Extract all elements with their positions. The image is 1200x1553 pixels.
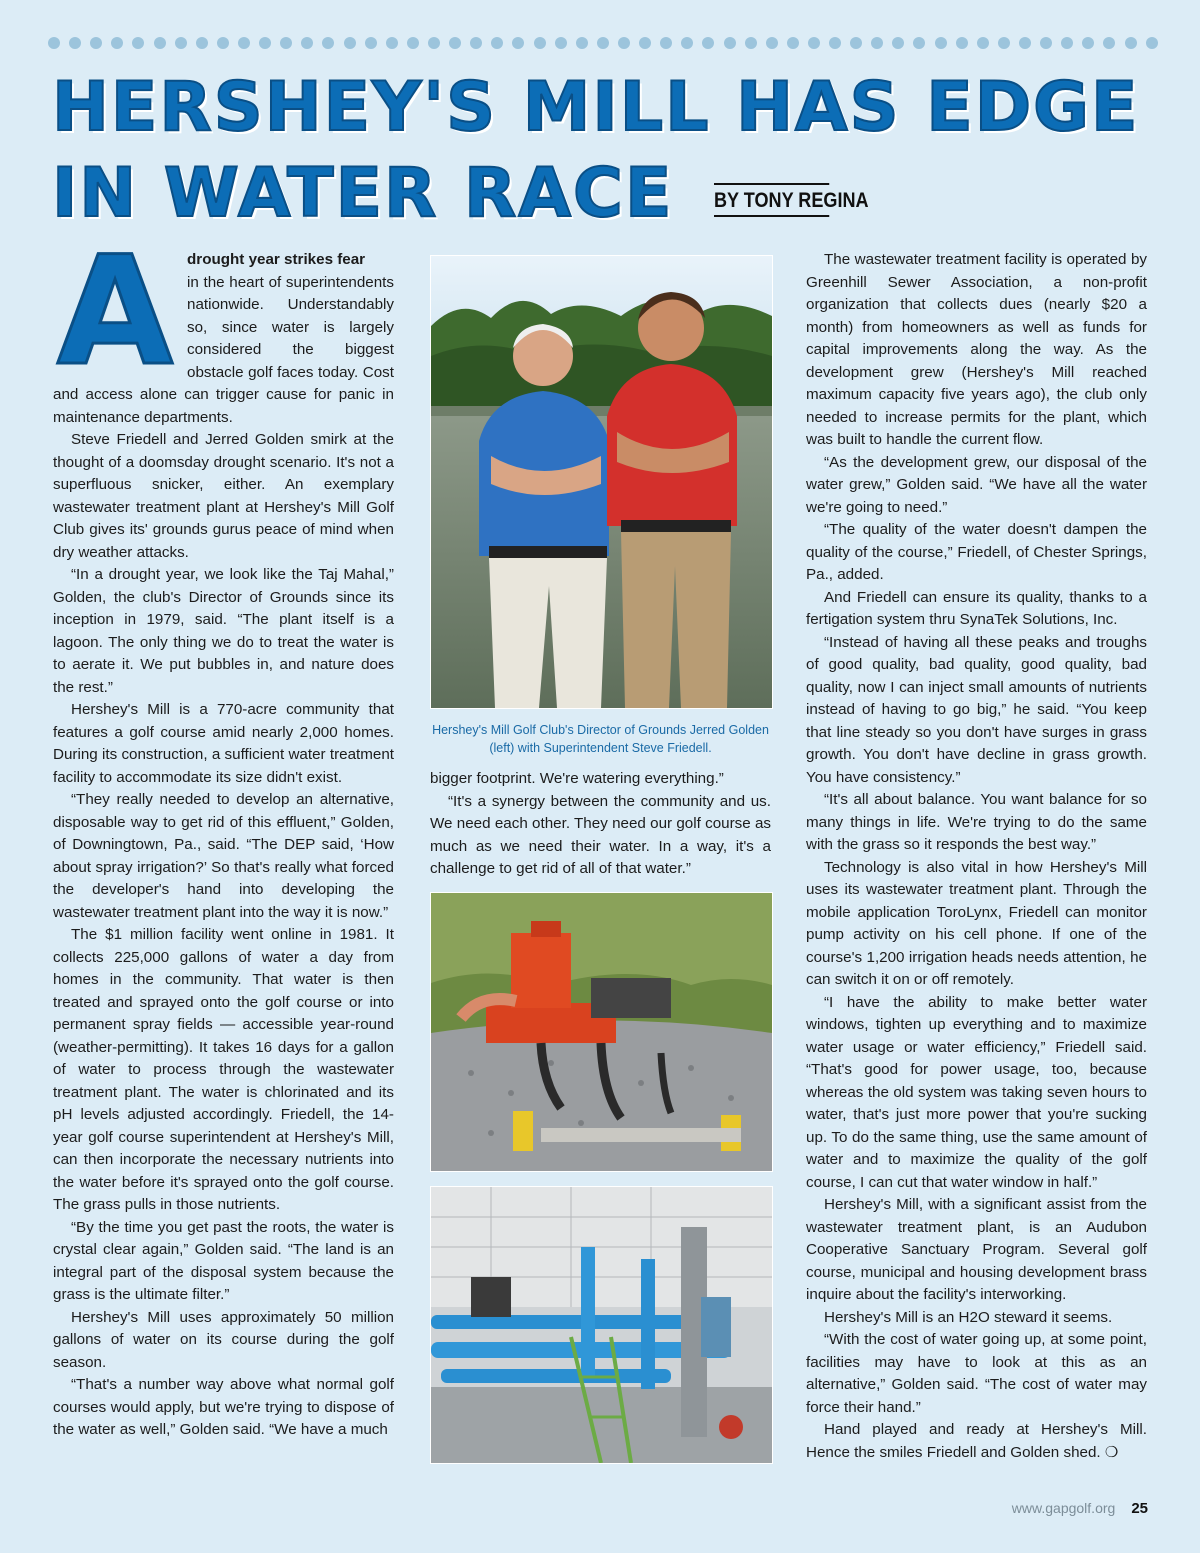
decorative-dot — [280, 37, 292, 49]
paragraph: “Instead of having all these peaks and troughs of good quality, bad quality, good quality, bad quality, now I can inject small amounts of nutrients instead of having to go big,” he said. “You keep that line steady so you don't have surges in grass growth. You don't have decline in grass growth. You have consistency.” — [806, 633, 1147, 786]
paragraph: “As the development grew, our disposal of the water grew,” Golden said. “We have all the water we're going to need.” — [806, 453, 1147, 516]
decorative-dot — [1146, 37, 1158, 49]
decorative-dot — [576, 37, 588, 49]
paragraph: The $1 million facility went online in 1981. It collects 225,000 gallons of water a day from homes in the community. That water is then treated and sprayed onto the golf course or into permanent spray fields — accessible year-round (weather-permitting). It takes 16 days for a gallon of water to process through the wastewater treatment plant. The water is chlorinated and its pH levels adjusted accordingly. Friedell, the 14-year golf course superintendent at Hershey's Mill, can then incorporate the necessary nutrients into the water before it's sprayed onto the golf course. The grass pulls in those nutrients. — [53, 926, 394, 1213]
decorative-dot — [808, 37, 820, 49]
decorative-dot-row — [48, 37, 1158, 51]
decorative-dot — [470, 37, 482, 49]
decorative-dot — [217, 37, 229, 49]
decorative-dot — [977, 37, 989, 49]
decorative-dot — [154, 37, 166, 49]
decorative-dot — [639, 37, 651, 49]
decorative-dot — [132, 37, 144, 49]
decorative-dot — [534, 37, 546, 49]
decorative-dot — [90, 37, 102, 49]
headline-line-1: HERSHEY'S MILL HAS EDGE — [52, 68, 1140, 147]
drop-cap-letter: A — [56, 251, 174, 375]
decorative-dot — [829, 37, 841, 49]
decorative-dot — [344, 37, 356, 49]
decorative-dot — [491, 37, 503, 49]
decorative-dot — [386, 37, 398, 49]
paragraph: Hand played and ready at Hershey's Mill. Hence the smiles Friedell and Golden shed. ❍ — [806, 1421, 1147, 1461]
decorative-dot — [175, 37, 187, 49]
paragraph: “By the time you get past the roots, the water is crystal clear again,” Golden said. “The land is an integral part of the disposal system because the grass is the ultimate filter.” — [53, 1218, 394, 1303]
paragraph: “It's all about balance. You want balance for so many things in life. We're trying to do the same with the grass so it responds the best way.” — [806, 791, 1147, 853]
decorative-dot — [238, 37, 250, 49]
paragraph: “That's a number way above what normal golf courses would apply, but we're trying to dispose of the water as well,” Golden said. “We have a much — [53, 1376, 394, 1438]
paragraph: Hershey's Mill is an H2O steward it seems. — [824, 1308, 1113, 1326]
decorative-dot — [1103, 37, 1115, 49]
decorative-dot — [407, 37, 419, 49]
decorative-dot — [428, 37, 440, 49]
photo-caption: Hershey's Mill Golf Club's Director of Grounds Jerred Golden (left) with Superintendent Steve Friedell. — [432, 723, 769, 755]
decorative-dot — [787, 37, 799, 49]
decorative-dot — [998, 37, 1010, 49]
column-2-text — [430, 768, 771, 881]
page-number: 25 — [1131, 1500, 1148, 1517]
decorative-dot — [69, 37, 81, 49]
footer-url: www.gapgolf.org — [1011, 1500, 1116, 1516]
photo-golden-and-friedell — [430, 255, 773, 709]
article-column-2 — [430, 768, 771, 881]
decorative-dot — [850, 37, 862, 49]
decorative-dot — [259, 37, 271, 49]
paragraph: “The quality of the water doesn't dampen the quality of the course,” Friedell, of Chester Springs, Pa., added. — [806, 521, 1147, 583]
decorative-dot — [597, 37, 609, 49]
paragraph: Technology is also vital in how Hershey's Mill uses its wastewater treatment plant. Through the mobile application ToroLynx, Friedell can monitor pump activity on his cell phone. If one of the course's 1,200 irrigation heads needs attention, he can switch it on or off remotely. — [806, 858, 1147, 988]
decorative-dot — [660, 37, 672, 49]
decorative-dot — [871, 37, 883, 49]
decorative-dot — [111, 37, 123, 49]
decorative-dot — [1125, 37, 1137, 49]
decorative-dot — [1019, 37, 1031, 49]
decorative-dot — [196, 37, 208, 49]
decorative-dot — [913, 37, 925, 49]
paragraph: “In a drought year, we look like the Taj Mahal,” Golden, the club's Director of Grounds since its inception in 1979, said. “The plant itself is a lagoon. The only thing we do to treat the water is to aerate it. We put bubbles in, and nature does the rest.” — [53, 566, 394, 696]
paragraph: Steve Friedell and Jerred Golden smirk at the thought of a doomsday drought scenario. It's not a superfluous snicker, either. An exemplary wastewater treatment plant at Hershey's Mill Golf Club gives its' grounds gurus peace of mind when dry weather attacks. — [53, 431, 394, 561]
paragraph: “It's a synergy between the community and us. We need each other. They need our golf course as much as we need their water. In a way, it's a challenge to get rid of all of that water.” — [430, 792, 771, 877]
article-column-3 — [806, 249, 1147, 1464]
paragraph: “They really needed to develop an alternative, disposable way to get rid of this effluent,” Golden, of Downingtown, Pa., said. “The DEP said, ‘How about spray irrigation?’ So that's really what forced the developer's hand into developing the wastewater treatment plant into the way it is now.” — [53, 791, 394, 921]
column-1-text — [53, 249, 394, 1442]
paragraph: bigger footprint. We're watering everything.” — [430, 770, 724, 787]
drop-cap — [53, 251, 179, 375]
decorative-dot — [512, 37, 524, 49]
headline-line-2: IN WATER RACE — [52, 154, 674, 233]
decorative-dot — [365, 37, 377, 49]
paragraph: The wastewater treatment facility is operated by Greenhill Sewer Association, a non-profit organization that collects dues (nearly $20 a month) from homeowners as well as funds for capital improvements along the way. As the development grew (Hershey's Mill reached maximum capacity five years ago), the club only needed to increase permits for the plant, which was built to handle the current flow. — [806, 251, 1147, 448]
lead-in-bold: drought year strikes fear — [187, 251, 366, 268]
decorative-dot — [322, 37, 334, 49]
page-footer — [1012, 1500, 1148, 1517]
photo-treatment-pipes — [430, 1186, 773, 1464]
column-3-text — [806, 249, 1147, 1464]
decorative-dot — [618, 37, 630, 49]
decorative-dot — [724, 37, 736, 49]
paragraph: “I have the ability to make better water windows, tighten up everything and to maximize water usage or water efficiency,” Friedell said. “That's good for power usage, too, because whereas the old system was taking seven hours to water, that's just more power that you're sucking up. To do the same thing, use the same amount of water and to maximize the quality of the golf course, I can cut that water window in half.” — [806, 993, 1147, 1191]
decorative-dot — [766, 37, 778, 49]
decorative-dot — [956, 37, 968, 49]
paragraph: Hershey's Mill is a 770-acre community that features a golf course amid nearly 2,000 homes. During its construction, a sufficient water treatment facility to accommodate its size didn't exist. — [53, 701, 394, 786]
article-column-1 — [53, 249, 394, 1442]
decorative-dot — [745, 37, 757, 49]
decorative-dot — [935, 37, 947, 49]
paragraph: Hershey's Mill uses approximately 50 million gallons of water on its course during the golf season. — [53, 1308, 394, 1371]
decorative-dot — [681, 37, 693, 49]
decorative-dot — [301, 37, 313, 49]
photo-pump-station — [430, 892, 773, 1172]
paragraph: drought year strikes fear in the heart of superintendents nationwide. Understandably so, since water is largely considered the biggest obstacle golf faces today. Cost and access alone can trigger cause for panic in maintenance departments. — [53, 251, 394, 426]
decorative-dot — [702, 37, 714, 49]
decorative-dot — [1040, 37, 1052, 49]
decorative-dot — [449, 37, 461, 49]
decorative-dot — [1082, 37, 1094, 49]
decorative-dot — [555, 37, 567, 49]
paragraph: Hershey's Mill, with a significant assist from the wastewater treatment plant, is an Audubon Cooperative Sanctuary Program. Several golf course, municipal and housing development brass inquire about the facility's interworking. — [806, 1196, 1147, 1303]
byline: BY TONY REGINA — [714, 183, 829, 217]
decorative-dot — [1061, 37, 1073, 49]
paragraph: “With the cost of water going up, at some point, facilities may have to look at this as an alternative,” Golden said. “The cost of water may force their hand.” — [806, 1331, 1147, 1416]
decorative-dot — [48, 37, 60, 49]
paragraph: And Friedell can ensure its quality, thanks to a fertigation system thru SynaTek Solutions, Inc. — [806, 588, 1147, 628]
decorative-dot — [892, 37, 904, 49]
